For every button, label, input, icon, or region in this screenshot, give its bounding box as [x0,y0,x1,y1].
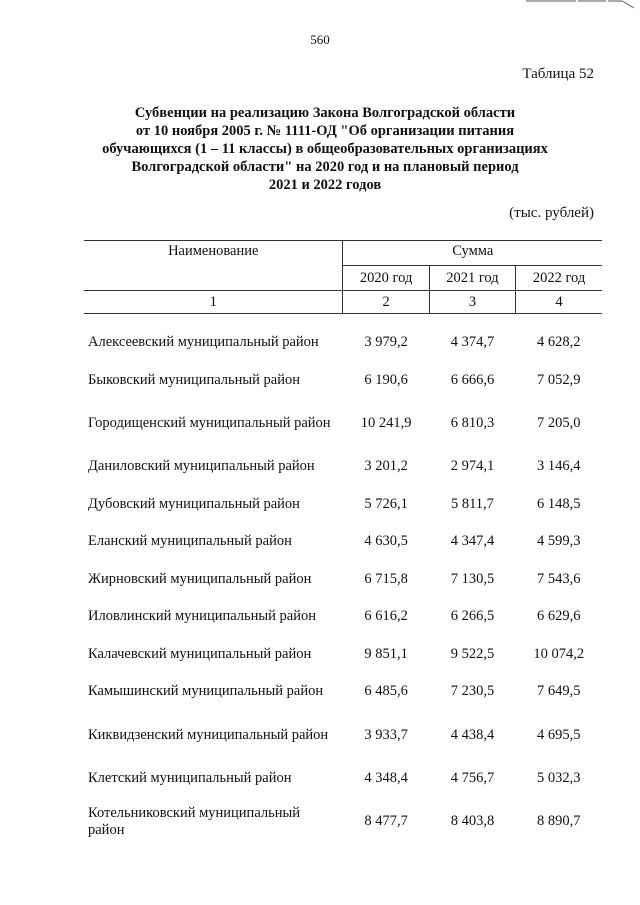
table-row [84,673,602,711]
value-2020: 10 241,9 [360,415,412,431]
title-line: обучающихся (1 – 11 классы) в общеобразовательных организациях [102,141,548,157]
district-name: Клетский муниципальный район [88,769,292,786]
value-2022: 6 629,6 [537,608,581,625]
value-2020: 6 715,8 [364,570,408,587]
value-2022: 7 052,9 [537,371,581,388]
value-2020: 6 190,6 [364,371,408,388]
district-name: Городищенский муниципальный район [88,415,331,431]
value-2022: 7 205,0 [537,415,581,431]
table-row [84,711,602,760]
value-2021: 2 974,1 [450,458,495,475]
value-2021: 7 130,5 [450,570,495,587]
column-number: 3 [429,291,515,314]
value-2020: 8 477,7 [364,813,408,829]
value-2020: 3 979,2 [364,334,408,351]
title-line: Волгоградской области" на 2020 год и на плановый период [131,159,519,175]
district-name: Камышинский муниципальный район [88,683,324,700]
value-2021: 9 522,5 [450,645,495,662]
value-2022: 8 890,7 [537,813,581,829]
table-row [84,760,602,798]
value-2022: 6 148,5 [537,495,581,512]
value-2022: 4 599,3 [537,533,581,550]
value-2020: 3 933,7 [364,726,408,743]
value-2021: 5 811,7 [450,495,494,512]
district-name: Даниловский муниципальный район [88,458,315,475]
table-row [84,362,602,400]
value-2021: 4 756,7 [450,769,495,786]
district-name: Дубовский муниципальный район [88,495,300,512]
district-name: Быковский муниципальный район [88,371,300,388]
table-row [84,523,602,561]
header-year-2020: 2020 год [343,266,429,291]
value-2021: 7 230,5 [450,683,495,700]
value-2020: 9 851,1 [364,645,408,662]
table-row [84,448,602,486]
district-name: Киквидзенский муниципальный район [88,726,329,743]
value-2021: 8 403,8 [450,813,495,829]
value-2021: 6 666,6 [450,371,495,388]
table-row [84,561,602,599]
district-name: Жирновский муниципальный район [88,570,312,587]
table-row [84,399,602,448]
column-number: 2 [343,291,429,314]
district-name: Иловлинский муниципальный район [88,608,316,625]
subvention-table [84,240,602,846]
value-2021: 6 810,3 [450,415,495,431]
table-row [84,486,602,524]
value-2020: 4 348,4 [364,769,408,786]
column-number: 1 [84,291,343,314]
table-row [84,797,602,846]
value-2021: 6 266,5 [450,608,495,625]
district-name: Алексеевский муниципальный район [88,334,319,351]
header-year-2022: 2022 год [516,266,602,291]
district-name: Котельниковский муниципальный район [88,804,300,838]
column-number: 4 [516,291,602,314]
value-2020: 5 726,1 [364,495,408,512]
table-row [84,324,602,362]
page-number: 560 [310,32,330,47]
document-title [80,104,570,194]
value-2021: 4 374,7 [450,334,495,351]
value-2020: 6 616,2 [364,608,408,625]
title-line: 2021 и 2022 годов [268,177,382,193]
title-line: от 10 ноября 2005 г. № 1111-ОД "Об организации питания [135,123,515,139]
value-2022: 4 695,5 [537,726,581,743]
table-label: Таблица 52 [522,66,594,82]
value-2022: 7 543,6 [537,570,581,587]
value-2020: 6 485,6 [364,683,408,700]
units-label: (тыс. рублей) [509,205,594,221]
district-name: Еланский муниципальный район [88,533,292,550]
value-2022: 7 649,5 [537,683,581,700]
value-2020: 3 201,2 [364,458,408,475]
header-sum: Сумма [343,241,602,266]
value-2022: 3 146,4 [537,458,581,475]
value-2022: 5 032,3 [537,769,581,786]
header-year-2021: 2021 год [429,266,515,291]
scan-corner-mark [516,0,636,10]
value-2021: 4 347,4 [450,533,495,550]
table-row [84,636,602,674]
value-2022: 10 074,2 [533,645,585,662]
header-name: Наименование [84,241,343,291]
title-line: Субвенции на реализацию Закона Волгоградской области [134,105,516,121]
value-2021: 4 438,4 [450,726,495,743]
value-2020: 4 630,5 [364,533,408,550]
value-2022: 4 628,2 [537,334,581,351]
table-row [84,598,602,636]
district-name: Калачевский муниципальный район [88,645,312,662]
